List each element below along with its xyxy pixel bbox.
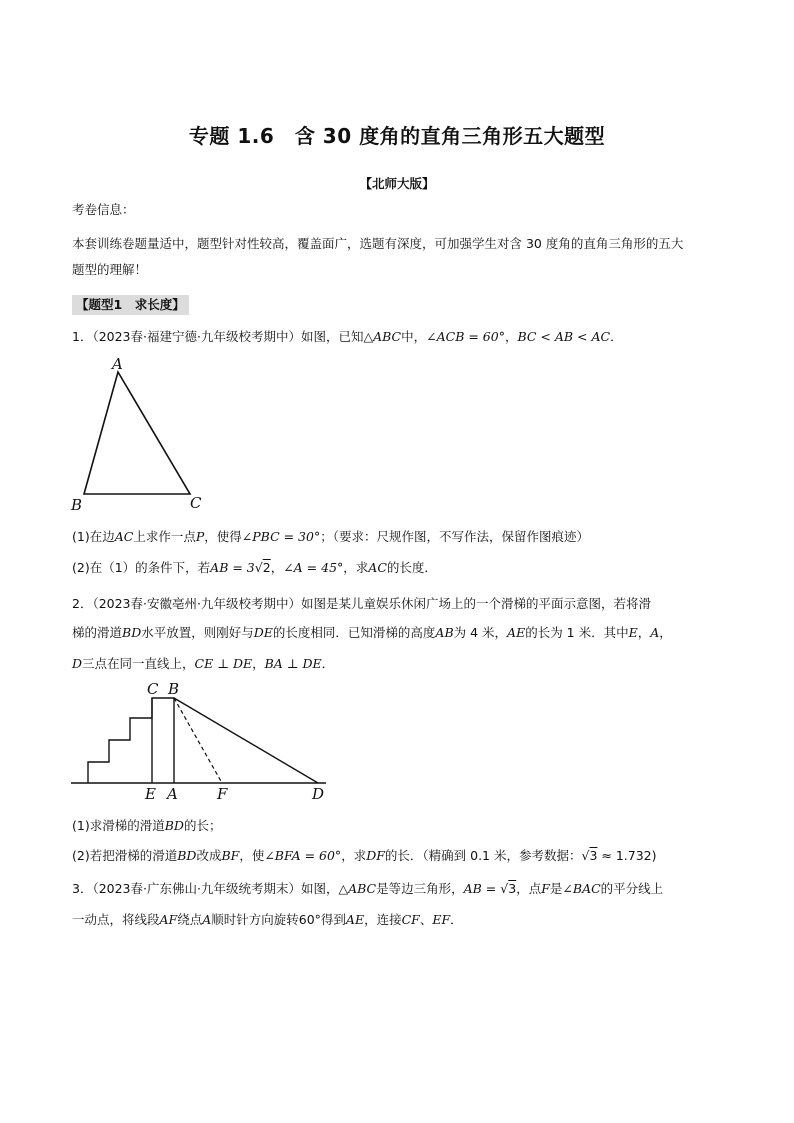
q2-p2-angle: ∠BFA = 60° (264, 848, 342, 863)
q2-p2-c: ，使 (239, 848, 265, 863)
q2-label-F: F (217, 785, 228, 803)
q2-p2-b: 改成 (196, 848, 222, 863)
q1-p2-text-a: (2)在（1）的条件下，若 (72, 560, 211, 575)
q2-line-3 (72, 651, 722, 677)
q2-label-B: B (168, 680, 180, 698)
q1-label-A: A (112, 355, 123, 373)
q2-l2-bd: BD (122, 625, 142, 640)
q1-triangle-figure (66, 352, 216, 520)
q3-l1-a: 3．（2023春·广东佛山·九年级统考期末）如图， (72, 881, 339, 896)
q2-l3-b: ， (252, 656, 265, 671)
q1-abc: ABC (373, 329, 402, 344)
q3-radicand: 3 (508, 881, 517, 896)
q3-l1-c: ，点 (516, 881, 542, 896)
q1-p1-text-a: (1)在边 (72, 529, 115, 544)
q3-l1-e: 的平分线上 (600, 881, 664, 896)
q2-p2-radicand: 3 (589, 848, 598, 863)
q3-ef: EF (432, 912, 451, 927)
q2-p2-a: (2)若把滑梯的滑道 (72, 848, 178, 863)
triangle-abc (84, 372, 190, 494)
page-title: 专题 1.6 含 30 度角的直角三角形五大题型 (188, 124, 606, 148)
q1-p2-text-d: 的长度． (386, 560, 437, 575)
q2-part1 (72, 813, 722, 839)
q2-p2-df: DF (366, 848, 385, 863)
stairs (88, 698, 174, 783)
q1-p1-text-b: 上求作一点 (133, 529, 196, 544)
q2-p1-a: (1)求滑梯的滑道 (72, 818, 165, 833)
q2-l2-ab: AB (435, 625, 454, 640)
q2-line-1: 2．（2023春·安徽亳州·九年级校考期中）如图是某儿童娱乐休闲广场上的一个滑梯的平面示意图，若将滑 (72, 596, 651, 611)
q1-part1 (72, 524, 722, 550)
q2-l2-point-a: A (650, 625, 660, 640)
q1-source: 1．（2023春·福建宁德·九年级校考期中）如图，已知 (72, 329, 364, 344)
q2-l2-d: 为 4 米， (453, 625, 508, 640)
q2-slide-figure (66, 680, 346, 804)
q3-line-2 (72, 907, 722, 933)
q3-l1-d: 是 (549, 881, 563, 896)
bd-slide (174, 698, 318, 783)
q3-l2-e: 、 (419, 912, 433, 927)
q2-l2-a: 梯的滑道 (72, 625, 123, 640)
q2-l2-b: 水平放置，则刚好与 (141, 625, 254, 640)
q3-l2-b: 绕点 (177, 912, 203, 927)
q2-l3-ba: BA ⊥ DE (264, 656, 322, 671)
q1-cond-sides: BC < AB < AC (517, 329, 611, 344)
q2-p2-f: ≈ 1.732) (597, 848, 657, 863)
q2-l2-de: DE (253, 625, 273, 640)
q1-stem (72, 324, 722, 350)
q3-point-f: F (541, 881, 550, 896)
q3-l1-b: 是等边三角形， (376, 881, 464, 896)
q1-p1-p: P (195, 529, 205, 544)
q2-label-C: C (147, 680, 159, 698)
q2-p2-d: ，求 (341, 848, 367, 863)
q2-label-A: A (167, 785, 178, 803)
q3-l2-f: ． (450, 912, 463, 927)
sqrt-symbol-2: √ (581, 848, 590, 863)
q2-l3-a: 三点在同一直线上， (82, 656, 195, 671)
q2-l3-c: ． (321, 656, 335, 671)
q1-cond-angle: ∠ACB = 60° (426, 329, 505, 344)
q2-l2-comma1: ， (637, 625, 651, 640)
q2-p1-b: 的长； (183, 818, 222, 833)
bf-dashed (174, 698, 222, 783)
q2-p2-bf: BF (221, 848, 240, 863)
q2-l2-ae: AE (507, 625, 526, 640)
q2-l2-point-e: E (628, 625, 638, 640)
q1-p2-ab: AB = 3 (210, 560, 255, 575)
section-heading-type1: 【题型1 求长度】 (72, 295, 189, 315)
q1-p1-angle: ∠PBC = 30° (241, 529, 321, 544)
q2-line-2 (72, 620, 722, 646)
q1-label-C: C (190, 494, 202, 512)
q1-p1-ac: AC (114, 529, 134, 544)
q2-l2-comma2: ， (659, 625, 672, 640)
sqrt-symbol: √ (254, 560, 263, 575)
q1-zhong: 中， (401, 329, 427, 344)
q3-cf: CF (401, 912, 420, 927)
edition-label: 【北师大版】 (359, 176, 435, 191)
q2-l2-e: 的长为 1 米．其中 (525, 625, 629, 640)
exam-info-label: 考卷信息： (72, 202, 135, 217)
q1-part2 (72, 555, 722, 581)
q3-triangle-symbol: △ (338, 881, 349, 896)
sqrt-symbol-3: √ (500, 881, 509, 896)
q3-ae: AE (345, 912, 365, 927)
q3-angle-bac: ∠BAC (562, 881, 601, 896)
q2-p2-bd: BD (177, 848, 197, 863)
q2-l3-point-d: D (72, 656, 83, 671)
q1-p1-text-c: ，使得 (204, 529, 242, 544)
q1-p2-text-c: ，求 (343, 560, 369, 575)
q1-label-B: B (71, 496, 83, 514)
q3-point-a: A (202, 912, 212, 927)
intro-line-2: 题型的理解！ (72, 262, 148, 277)
q2-label-E: E (145, 785, 156, 803)
q1-p2-ac: AC (368, 560, 387, 575)
q1-comma: ， (504, 329, 518, 344)
q3-abc: ABC (348, 881, 377, 896)
q1-triangle-symbol: △ (363, 329, 374, 344)
intro-line-1: 本套训练卷题量适中，题型针对性较高，覆盖面广，选题有深度，可加强学生对含 30 度角的直角三角形的五大 (72, 236, 684, 251)
q1-p2-angle: ∠A = 45° (283, 560, 344, 575)
q2-part2 (72, 843, 722, 869)
q1-p1-text-d: ；（要求：尺规作图，不写作法，保留作图痕迹） (320, 529, 589, 544)
q1-p2-text-b: ， (270, 560, 284, 575)
q3-ab: AB = (463, 881, 501, 896)
q3-l2-d: ，连接 (364, 912, 402, 927)
q3-l2-c: 顺时针方向旋转60°得到 (211, 912, 346, 927)
q1-period: ． (610, 329, 623, 344)
q3-l2-a: 一动点，将线段 (72, 912, 160, 927)
q1-p2-radicand: 2 (262, 560, 271, 575)
q2-label-D: D (312, 785, 325, 803)
q3-af: AF (159, 912, 178, 927)
q2-p1-bd: BD (164, 818, 184, 833)
q3-line-1 (72, 876, 722, 902)
q2-l2-c: 的长度相同．已知滑梯的高度 (272, 625, 436, 640)
q2-l3-ce: CE ⊥ DE (194, 656, 253, 671)
q2-p2-e: 的长．（精确到 0.1 米，参考数据： (384, 848, 582, 863)
